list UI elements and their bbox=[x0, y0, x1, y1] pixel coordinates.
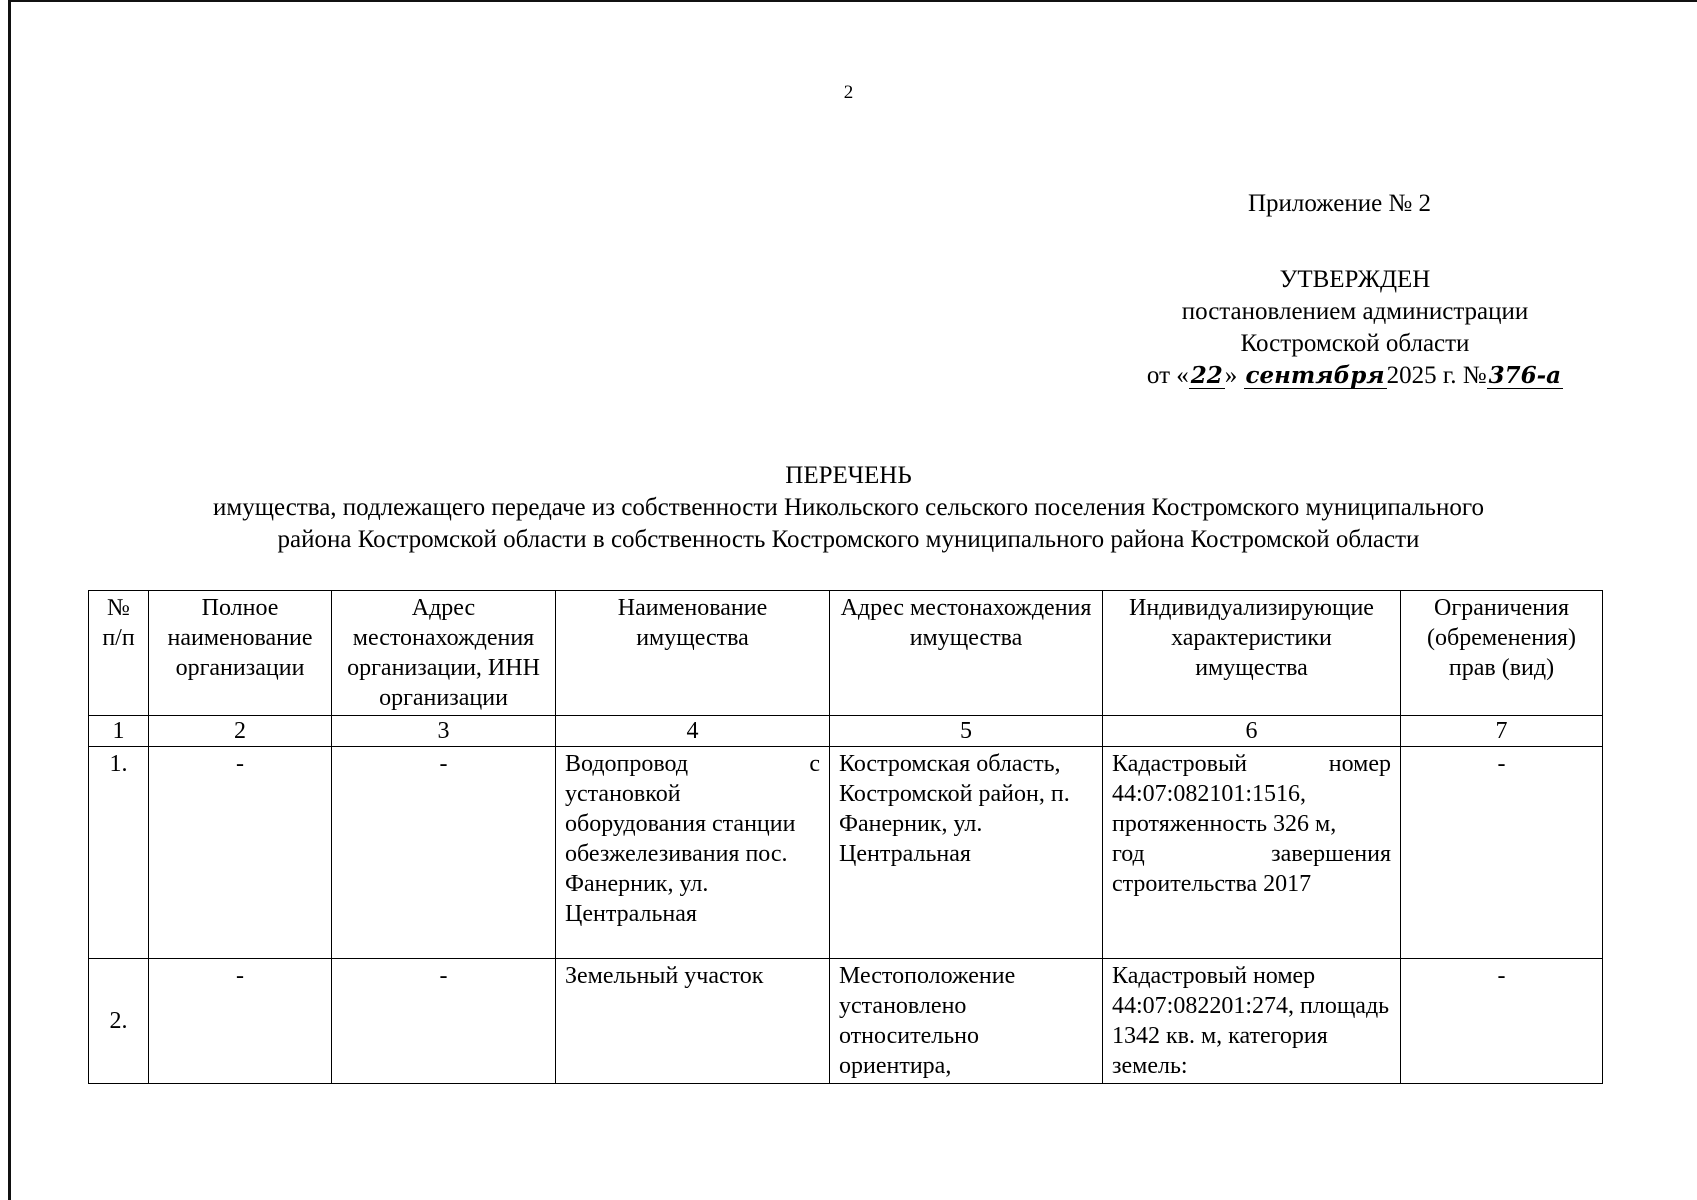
property-address-cell: Костромская область, Костромской район, п. Фанерник, ул. Центральная bbox=[830, 747, 1103, 959]
characteristics-line bbox=[1112, 839, 1391, 869]
characteristics-cell bbox=[1103, 747, 1401, 959]
table-row bbox=[89, 959, 1603, 1084]
approved-by: постановлением администрации bbox=[1181, 298, 1529, 325]
property-name-word: Водопровод bbox=[565, 751, 689, 777]
property-table bbox=[88, 590, 1603, 1084]
restrictions-cell: - bbox=[1401, 959, 1603, 1084]
characteristics-line bbox=[1112, 749, 1391, 779]
handwritten-doc-number: 376-а bbox=[1488, 362, 1562, 389]
property-name-first-line bbox=[565, 749, 820, 779]
characteristics-word: номер bbox=[1328, 751, 1391, 777]
document-title bbox=[60, 460, 1637, 556]
header-cell-number: № п/п bbox=[89, 591, 149, 716]
column-number: 2 bbox=[149, 716, 332, 747]
table-row bbox=[89, 747, 1603, 959]
column-number-row bbox=[89, 716, 1603, 747]
header-cell-restrictions: Ограничения (обременения) прав (вид) bbox=[1401, 591, 1603, 716]
row-number: 1. bbox=[89, 747, 149, 959]
property-name-cell bbox=[556, 747, 830, 959]
approved-label: УТВЕРЖДЕН bbox=[1279, 266, 1431, 293]
approval-block bbox=[1140, 264, 1570, 392]
column-number: 1 bbox=[89, 716, 149, 747]
property-address-cell: Местоположение установлено относительно ориентира, bbox=[830, 959, 1103, 1084]
title-heading: ПЕРЕЧЕНЬ bbox=[785, 462, 912, 489]
approval-region: Костромской области bbox=[1240, 330, 1470, 357]
restrictions-cell: - bbox=[1401, 747, 1603, 959]
property-name-rest: установкой оборудования станции обезжелезивания пос. Фанерник, ул. Центральная bbox=[565, 781, 796, 927]
row-number: 2. bbox=[89, 959, 149, 1084]
date-quote-close: » bbox=[1224, 362, 1238, 389]
characteristics-cell: Кадастровый номер 44:07:082201:274, площадь 1342 кв. м, категория земель: bbox=[1103, 959, 1401, 1084]
header-cell-property-name: Наименование имущества bbox=[556, 591, 830, 716]
header-cell-org-address: Адрес местонахождения организации, ИНН организации bbox=[332, 591, 556, 716]
org-name-cell: - bbox=[149, 747, 332, 959]
title-line-1: имущества, подлежащего передаче из собственности Никольского сельского поселения Костромского муниципального bbox=[213, 494, 1484, 521]
column-number: 4 bbox=[556, 716, 830, 747]
date-prefix: от « bbox=[1146, 362, 1189, 389]
header-cell-property-address: Адрес местонахождения имущества bbox=[830, 591, 1103, 716]
column-number: 6 bbox=[1103, 716, 1401, 747]
handwritten-month: сентября bbox=[1245, 362, 1385, 389]
column-number: 3 bbox=[332, 716, 556, 747]
header-cell-org-name: Полное наименование организации bbox=[149, 591, 332, 716]
characteristics-word: год bbox=[1112, 841, 1145, 867]
characteristics-word: Кадастровый bbox=[1112, 751, 1247, 777]
approval-date-line bbox=[1140, 360, 1570, 392]
property-name-cell: Земельный участок bbox=[556, 959, 830, 1084]
page-frame-top bbox=[10, 0, 1697, 2]
page-frame-left bbox=[8, 0, 11, 1200]
page-number: 2 bbox=[843, 82, 854, 103]
title-line-2: района Костромской области в собственность Костромского муниципального района Костромской области bbox=[277, 526, 1420, 553]
org-name-cell: - bbox=[149, 959, 332, 1084]
handwritten-day: 22 bbox=[1190, 362, 1223, 389]
characteristics-word: завершения bbox=[1271, 841, 1391, 867]
characteristics-line: 44:07:082101:1516, bbox=[1112, 781, 1307, 807]
table-header-row bbox=[89, 591, 1603, 716]
org-address-cell: - bbox=[332, 959, 556, 1084]
org-address-cell: - bbox=[332, 747, 556, 959]
column-number: 5 bbox=[830, 716, 1103, 747]
characteristics-line: протяженность 326 м, bbox=[1112, 811, 1337, 837]
appendix-label: Приложение № 2 bbox=[1248, 190, 1432, 217]
characteristics-line: строительства 2017 bbox=[1112, 871, 1312, 897]
header-cell-characteristics: Индивидуализирующие характеристики имущества bbox=[1103, 591, 1401, 716]
date-year: 2025 г. № bbox=[1386, 362, 1487, 389]
property-name-word: с bbox=[809, 751, 820, 777]
column-number: 7 bbox=[1401, 716, 1603, 747]
